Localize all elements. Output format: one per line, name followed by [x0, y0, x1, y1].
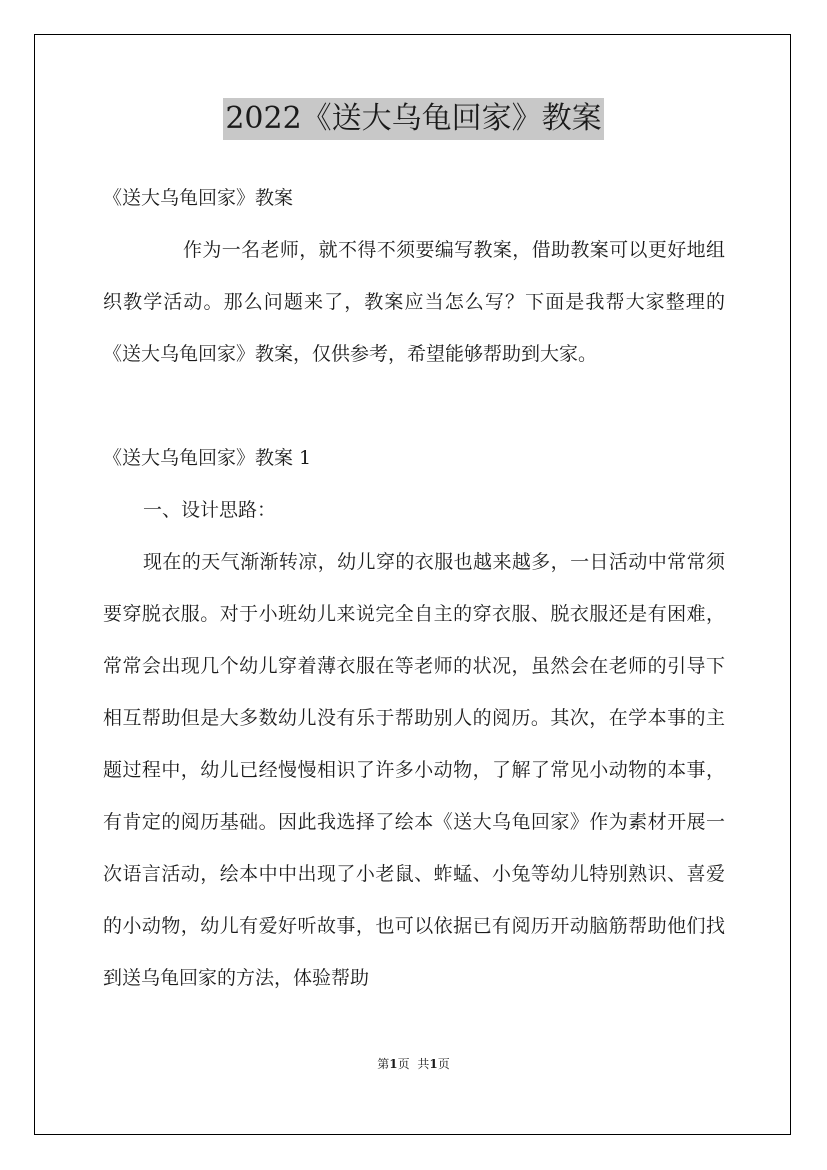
document-body: [103, 172, 725, 1004]
intro-paragraph: 作为一名老师，就不得不须要编写教案，借助教案可以更好地组织教学活动。那么问题来了，教案应当怎么写？下面是我帮大家整理的《送大乌龟回家》教案，仅供参考，希望能够帮助到大家。: [103, 239, 725, 365]
page-footer: [0, 1055, 827, 1072]
body-paragraph: 现在的天气渐渐转凉，幼儿穿的衣服也越来越多，一日活动中常常须要穿脱衣服。对于小班幼儿来说完全自主的穿衣服、脱衣服还是有困难，常常会出现几个幼儿穿着薄衣服在等老师的状况，虽然会在老师的引导下相互帮助但是大多数幼儿没有乐于帮助别人的阅历。其次，在学本事的主题过程中，幼儿已经慢慢相识了许多小动物，了解了常见小动物的本事，有肯定的阅历基础。因此我选择了绘本《送大乌龟回家》作为素材开展一次语言活动，绘本中中出现了小老鼠、蚱蜢、小兔等幼儿特别熟识、喜爱的小动物，幼儿有爱好听故事，也可以依据已有阅历开动脑筋帮助他们找到送乌龟回家的方法，体验帮助: [103, 551, 725, 989]
title-container: [0, 98, 827, 140]
footer-page-suffix: 页: [397, 1057, 410, 1071]
footer-total-prefix: 共: [417, 1057, 430, 1071]
heading-design-idea: 一、设计思路：: [143, 499, 277, 521]
document-subtitle: 《送大乌龟回家》教案: [103, 187, 294, 209]
footer-page-current: 1: [389, 1057, 398, 1071]
footer-page-total: 1: [429, 1057, 438, 1071]
document-title: 2022《送大乌龟回家》教案: [223, 98, 603, 140]
footer-total-suffix: 页: [437, 1057, 450, 1071]
section-title: 《送大乌龟回家》教案 1: [103, 447, 312, 469]
footer-page-prefix: 第: [377, 1057, 390, 1071]
